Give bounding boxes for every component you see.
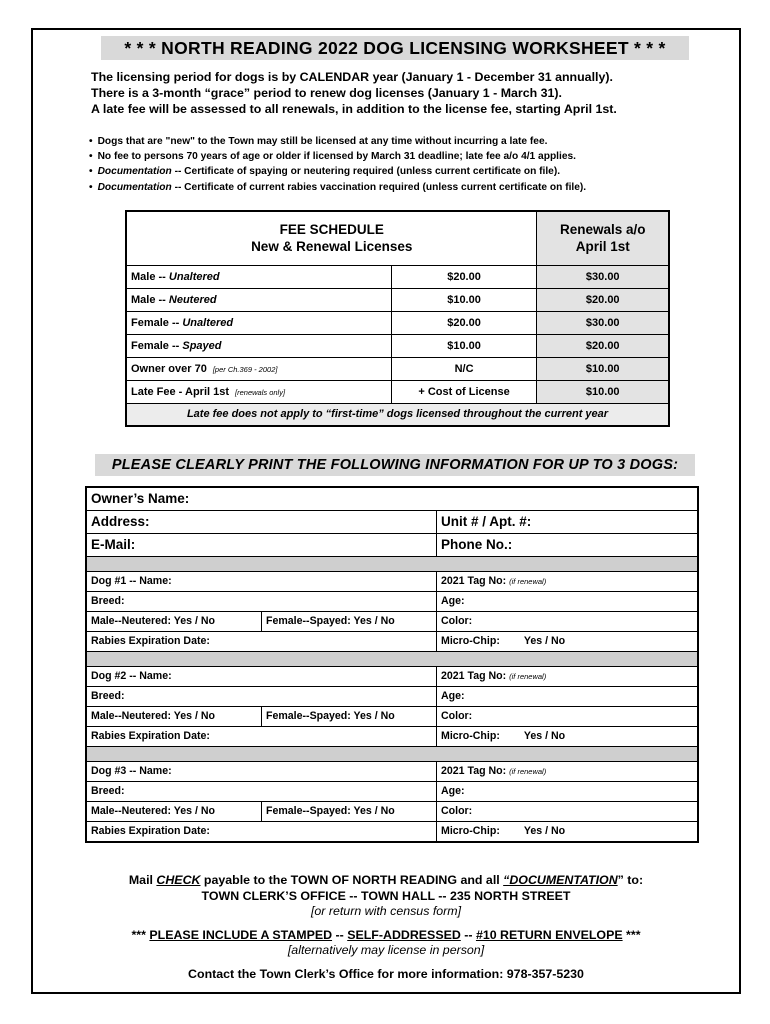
email-field[interactable]: E-Mail: xyxy=(87,534,437,556)
dog-3-breed-field[interactable]: Breed: xyxy=(87,782,437,801)
late-fee-exception-note: Late fee does not apply to “first-time” dogs licensed throughout the current year xyxy=(126,403,669,426)
self-addressed: SELF-ADDRESSED xyxy=(347,927,461,942)
dog-2-rabies-field[interactable]: Rabies Expiration Date: xyxy=(87,727,437,746)
clerk-address: TOWN CLERK’S OFFICE -- TOWN HALL -- 235 NORTH STREET xyxy=(201,888,571,903)
fee-amount: $20.00 xyxy=(391,265,537,288)
section-divider xyxy=(87,557,697,572)
mailing-instructions xyxy=(43,873,729,982)
print-instruction: PLEASE CLEARLY PRINT THE FOLLOWING INFORMATION FOR UP TO 3 DOGS: xyxy=(95,454,695,476)
documentation-emphasis: “DOCUMENTATION xyxy=(503,873,618,887)
dog-3-color-field[interactable]: Color: xyxy=(441,805,473,817)
dog-2-breed-field[interactable]: Breed: xyxy=(87,687,437,706)
worksheet-title: * * * NORTH READING 2022 DOG LICENSING WORKSHEET * * * xyxy=(101,36,689,60)
late-fee-amount: $10.00 xyxy=(537,380,669,403)
fee-category-label: Late Fee - April 1st xyxy=(131,385,230,398)
stars: *** xyxy=(131,927,150,942)
dog-2-female-spayed-field[interactable]: Female--Spayed: Yes / No xyxy=(262,707,437,726)
renewal-header-line-2: April 1st xyxy=(575,239,630,255)
dash: -- xyxy=(460,927,476,942)
intro-line-2: There is a 3-month “grace” period to renew dog licenses (January 1 - March 31). xyxy=(91,86,562,100)
fee-schedule-table xyxy=(125,210,670,427)
stars: *** xyxy=(622,927,641,942)
fee-category xyxy=(126,380,391,403)
fee-header-row xyxy=(126,211,669,265)
rule-rabies-text: -- Certificate of current rabies vaccination required (unless current certificate on file). xyxy=(171,181,587,193)
dog-2-microchip-field[interactable] xyxy=(437,727,697,746)
documentation-label: Documentation xyxy=(97,181,172,193)
fee-category-status: Unaltered xyxy=(168,270,220,283)
census-note: [or return with census form] xyxy=(310,904,462,918)
owner-name-field[interactable]: Owner’s Name: xyxy=(91,491,190,506)
rule-new-dogs-text: Dogs that are "new" to the Town may still be licensed at any time without incurring a late fee. xyxy=(97,136,548,147)
dog-3-microchip-label: Micro-Chip: xyxy=(441,825,500,837)
phone-field[interactable]: Phone No.: xyxy=(441,537,513,552)
dog-3-tag-label: 2021 Tag No: xyxy=(441,765,507,777)
dog-1-rabies-row xyxy=(87,632,697,652)
fee-category xyxy=(126,288,391,311)
section-divider xyxy=(87,652,697,667)
fee-category-status: Spayed xyxy=(182,339,222,352)
dog-2-microchip-label: Micro-Chip: xyxy=(441,730,500,742)
dog-3-tag-field[interactable] xyxy=(437,762,697,781)
dog-1-male-neutered-field[interactable]: Male--Neutered: Yes / No xyxy=(87,612,262,631)
late-fee-amount: $30.00 xyxy=(537,265,669,288)
dog-1-tag-hint: (if renewal) xyxy=(509,577,547,586)
fee-row xyxy=(126,334,669,357)
dog-3-rabies-field[interactable]: Rabies Expiration Date: xyxy=(87,822,437,841)
dog-2-male-neutered-field[interactable]: Male--Neutered: Yes / No xyxy=(87,707,262,726)
fee-amount: + Cost of License xyxy=(391,380,537,403)
rule-spay-neuter-text: -- Certificate of spaying or neutering required (unless current certificate on file). xyxy=(171,166,561,178)
rule-new-dogs xyxy=(89,134,739,149)
mail-text: ” to: xyxy=(617,873,644,887)
email-row xyxy=(87,534,697,557)
dog-1-tag-field[interactable] xyxy=(437,572,697,591)
dog-1-microchip-field[interactable] xyxy=(437,632,697,651)
dog-2-microchip-options: Yes / No xyxy=(523,730,566,742)
dog-2-rabies-row xyxy=(87,727,697,747)
dog-2-color-field[interactable]: Color: xyxy=(441,710,473,722)
envelope-line xyxy=(43,928,729,944)
dog-1-color-field[interactable]: Color: xyxy=(441,615,473,627)
documentation-label: Documentation xyxy=(97,166,172,178)
mail-text: Mail xyxy=(128,873,157,887)
dog-2-sex-row xyxy=(87,707,697,727)
rule-rabies-doc xyxy=(89,180,739,195)
late-fee-amount: $20.00 xyxy=(537,334,669,357)
dog-3-male-neutered-field[interactable]: Male--Neutered: Yes / No xyxy=(87,802,262,821)
dog-2-name-field[interactable]: Dog #2 -- Name: xyxy=(87,667,437,686)
fee-category xyxy=(126,311,391,334)
dog-3-breed-row xyxy=(87,782,697,802)
fee-row xyxy=(126,357,669,380)
dog-2-tag-hint: (if renewal) xyxy=(509,672,547,681)
fee-row xyxy=(126,288,669,311)
rule-spay-neuter-doc xyxy=(89,164,739,179)
renewal-header-line-1: Renewals a/o xyxy=(559,222,646,238)
unit-field[interactable]: Unit # / Apt. #: xyxy=(441,514,532,529)
dog-3-rabies-row xyxy=(87,822,697,841)
dog-1-rabies-field[interactable]: Rabies Expiration Date: xyxy=(87,632,437,651)
dog-1-breed-row xyxy=(87,592,697,612)
dog-3-name-row xyxy=(87,762,697,782)
fee-row xyxy=(126,265,669,288)
fee-category xyxy=(126,265,391,288)
mail-line xyxy=(43,873,729,889)
rules-list xyxy=(89,134,739,195)
dog-3-tag-hint: (if renewal) xyxy=(509,767,547,776)
dog-2-name-row xyxy=(87,667,697,687)
fee-category-status: Unaltered xyxy=(182,316,234,329)
registration-form xyxy=(85,486,699,843)
dog-1-age-field[interactable]: Age: xyxy=(441,595,465,607)
dog-1-microchip-options: Yes / No xyxy=(523,635,566,647)
fee-category-note: [renewals only] xyxy=(235,387,286,397)
dog-1-tag-label: 2021 Tag No: xyxy=(441,575,507,587)
dog-1-breed-field[interactable]: Breed: xyxy=(87,592,437,611)
fee-category-label: Female -- xyxy=(131,316,183,329)
fee-amount: $10.00 xyxy=(391,288,537,311)
dog-2-tag-field[interactable] xyxy=(437,667,697,686)
fee-category xyxy=(126,357,391,380)
dog-3-age-field[interactable]: Age: xyxy=(441,785,465,797)
fee-category-label: Male -- xyxy=(131,293,169,306)
dog-3-microchip-options: Yes / No xyxy=(523,825,566,837)
late-fee-amount: $30.00 xyxy=(537,311,669,334)
dog-3-sex-row xyxy=(87,802,697,822)
fee-amount: N/C xyxy=(391,357,537,380)
fee-category-label: Owner over 70 xyxy=(131,362,207,375)
intro-line-3: A late fee will be assessed to all renewals, in addition to the license fee, starting April 1st. xyxy=(91,102,617,116)
dog-2-age-field[interactable]: Age: xyxy=(441,690,465,702)
dog-2-tag-label: 2021 Tag No: xyxy=(441,670,507,682)
include-stamped: PLEASE INCLUDE A STAMPED xyxy=(149,927,333,942)
fee-category xyxy=(126,334,391,357)
fee-row xyxy=(126,380,669,403)
fee-footer-row xyxy=(126,403,669,426)
fee-row xyxy=(126,311,669,334)
dog-3-name-field[interactable]: Dog #3 -- Name: xyxy=(87,762,437,781)
rule-seniors-text: No fee to persons 70 years of age or older if licensed by March 31 deadline; late fee a/o 4/1 applies. xyxy=(97,151,576,163)
check-emphasis: CHECK xyxy=(156,873,201,887)
fee-category-label: Male -- xyxy=(131,270,169,283)
worksheet-page xyxy=(31,28,741,994)
intro-text xyxy=(91,69,731,117)
dog-1-name-row xyxy=(87,572,697,592)
fee-category-status: Neutered xyxy=(168,293,217,306)
fee-category-label: Female -- xyxy=(131,339,183,352)
owner-name-row xyxy=(87,488,697,511)
fee-category-note: [per Ch.369 - 2002] xyxy=(212,364,278,374)
address-row xyxy=(87,511,697,534)
mail-text: payable to the TOWN OF NORTH READING and all xyxy=(200,873,504,887)
address-field[interactable]: Address: xyxy=(87,511,437,533)
fee-amount: $20.00 xyxy=(391,311,537,334)
rule-seniors xyxy=(89,149,739,164)
dog-3-female-spayed-field[interactable]: Female--Spayed: Yes / No xyxy=(262,802,437,821)
dog-3-microchip-field[interactable] xyxy=(437,822,697,841)
fee-schedule-header xyxy=(126,211,537,265)
dash: -- xyxy=(332,927,348,942)
dog-2-breed-row xyxy=(87,687,697,707)
in-person-note: [alternatively may license in person] xyxy=(287,943,485,957)
dog-1-sex-row xyxy=(87,612,697,632)
fee-schedule-subtitle: New & Renewal Licenses xyxy=(251,239,413,255)
dog-1-female-spayed-field[interactable]: Female--Spayed: Yes / No xyxy=(262,612,437,631)
intro-line-1: The licensing period for dogs is by CALENDAR year (January 1 - December 31 annually). xyxy=(91,70,613,84)
return-envelope: #10 RETURN ENVELOPE xyxy=(475,927,623,942)
dog-1-microchip-label: Micro-Chip: xyxy=(441,635,500,647)
contact-line: Contact the Town Clerk’s Office for more information: 978-357-5230 xyxy=(188,966,584,981)
fee-schedule-title: FEE SCHEDULE xyxy=(279,222,384,238)
late-fee-amount: $10.00 xyxy=(537,357,669,380)
late-fee-amount: $20.00 xyxy=(537,288,669,311)
dog-1-name-field[interactable]: Dog #1 -- Name: xyxy=(87,572,437,591)
fee-amount: $10.00 xyxy=(391,334,537,357)
renewal-header xyxy=(537,211,669,265)
section-divider xyxy=(87,747,697,762)
